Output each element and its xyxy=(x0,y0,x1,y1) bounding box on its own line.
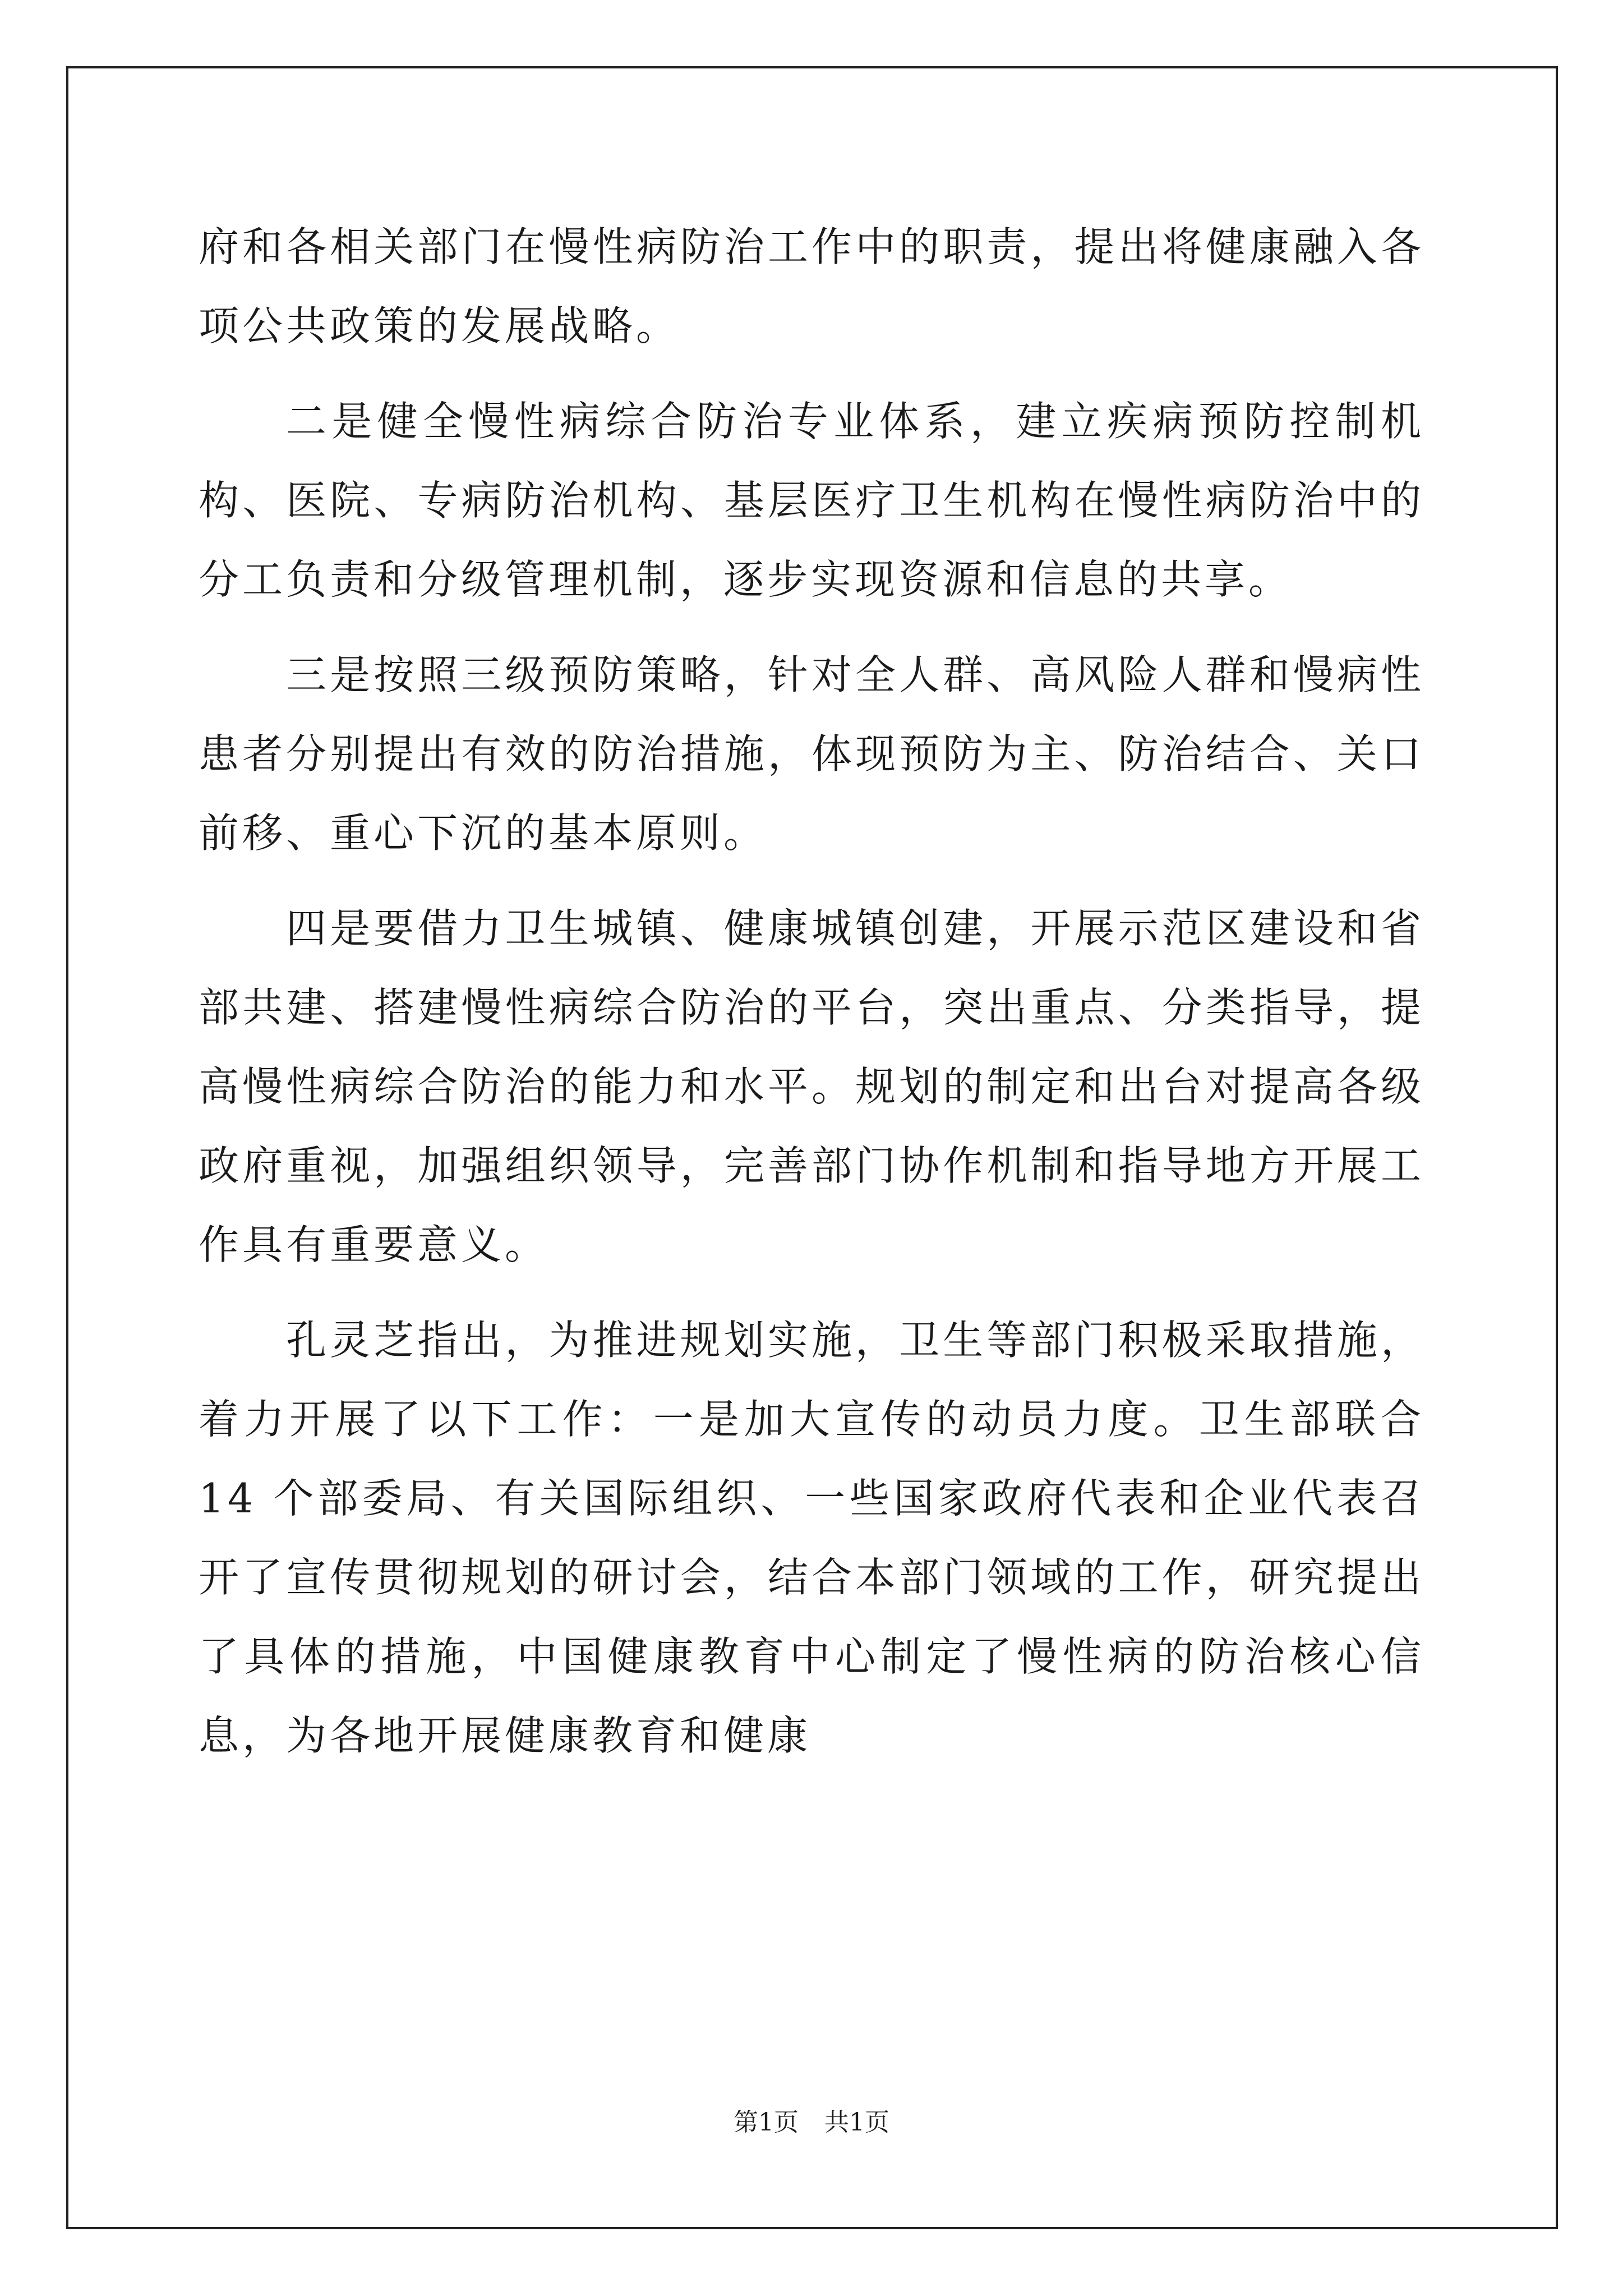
document-body xyxy=(199,208,1424,1792)
paragraph-1: 府和各相关部门在慢性病防治工作中的职责，提出将健康融入各项公共政策的发展战略。 xyxy=(199,223,1424,349)
paragraph-3: 三是按照三级预防策略，针对全人群、高风险人群和慢病性患者分别提出有效的防治措施，体现预防为主、防治结合、关口前移、重心下沉的基本原则。 xyxy=(199,651,1424,857)
page-number-total: 共1页 xyxy=(824,2108,889,2137)
paragraph-5: 孔灵芝指出，为推进规划实施，卫生等部门积极采取措施，着力开展了以下工作：一是加大宣传的动员力度。卫生部联合 14 个部委局、有关国际组织、一些国家政府代表和企业代表召开了宣传贯彻规划的研讨会，结合本部门领域的工作，研究提出了具体的措施，中国健康教育中心制定了慢性病的防治核心信息，为各地开展健康教育和健康 xyxy=(199,1317,1424,1759)
page-number-current: 第1页 xyxy=(734,2108,799,2137)
paragraph-4: 四是要借力卫生城镇、健康城镇创建，开展示范区建设和省部共建、搭建慢性病综合防治的平台，突出重点、分类指导，提高慢性病综合防治的能力和水平。规划的制定和出台对提高各级政府重视，加强组织领导，完善部门协作机制和指导地方开展工作具有重要意义。 xyxy=(199,905,1424,1268)
page-footer xyxy=(0,2106,1623,2139)
paragraph-2: 二是健全慢性病综合防治专业体系，建立疾病预防控制机构、医院、专病防治机构、基层医疗卫生机构在慢性病防治中的分工负责和分级管理机制，逐步实现资源和信息的共享。 xyxy=(199,398,1424,603)
